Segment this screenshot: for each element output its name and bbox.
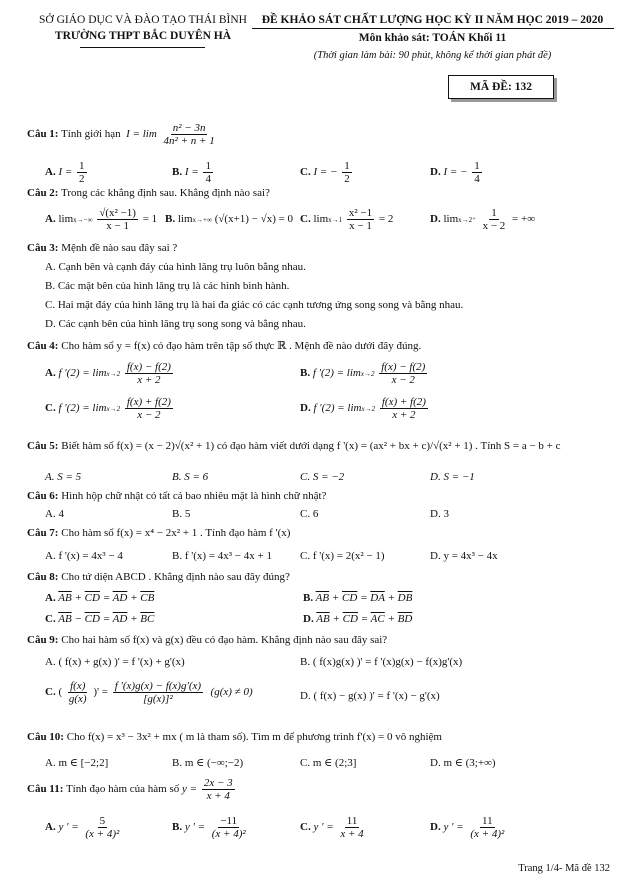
option-a[interactable]: A. $\overline{AB} + \overline{CD} = \overline{AD} + \overline{CB}$: [45, 592, 155, 604]
question-text: Mệnh đề nào sau đây sai ?: [61, 242, 178, 254]
option-c[interactable]: C. limx→1 $\frac{\text{x² −1}}{x - 1}$ = 2: [300, 207, 394, 232]
exam-title-underline: [252, 28, 614, 29]
option-d[interactable]: D. S = −1: [430, 471, 475, 483]
option-c[interactable]: C. Hai mặt đáy của hình lăng trụ là hai đa giác có các cạnh tương ứng song song và bằng nhau.: [45, 299, 464, 311]
option-d[interactable]: D. y = 4x³ − 4x: [430, 550, 498, 562]
question-11: Câu 11: Tính đạo hàm của hàm số y = $\frac{2x - 3}{x + 4}$: [27, 777, 233, 802]
question-label: Câu 1:: [27, 128, 59, 141]
option-letter: C.: [300, 166, 311, 179]
option-letter: A.: [45, 166, 56, 179]
option-b[interactable]: B. Các mặt bên của hình lăng trụ là các hình bình hành.: [45, 280, 290, 292]
question-label: Câu 3:: [27, 242, 59, 254]
question-label: Câu 4:: [27, 340, 59, 352]
option-c[interactable]: C. 6: [300, 508, 319, 520]
question-text: Cho hàm số f(x) = x⁴ − 2x² + 1 . Tính đạo hàm f '(x): [61, 527, 291, 539]
option-b[interactable]: B. 5: [172, 508, 191, 520]
option-b[interactable]: B. I = $\frac{1}{4}$: [172, 160, 211, 185]
option-b[interactable]: B. y ' = $\frac{-11}{\text{(x + 4)²}}$: [172, 815, 246, 840]
option-a[interactable]: A. 4: [45, 508, 64, 520]
option-b[interactable]: B. ( f(x)g(x) )' = f '(x)g(x) − f(x)g'(x): [300, 656, 463, 668]
department-name: SỞ GIÁO DỤC VÀ ĐÀO TẠO THÁI BÌNH: [39, 14, 247, 26]
option-d[interactable]: D. ( f(x) − g(x) )' = f '(x) − g'(x): [300, 690, 440, 702]
option-b[interactable]: B. S = 6: [172, 471, 209, 483]
option-a[interactable]: A. y ' = $\frac{5}{\text{(x + 4)²}}$: [45, 815, 120, 840]
option-a[interactable]: A. f '(x) = 4x³ − 4: [45, 550, 123, 562]
question-label: Câu 8:: [27, 571, 59, 583]
school-name: TRƯỜNG THPT BẮC DUYÊN HÀ: [54, 30, 232, 42]
question-3: [27, 242, 177, 254]
fraction-numerator: n² − 3n: [172, 122, 206, 134]
question-label: Câu 6:: [27, 490, 59, 502]
question-text: Cho f(x) = x³ − 3x² + mx ( m là tham số). Tìm m để phương trình f'(x) = 0 vô nghiệm: [66, 731, 442, 743]
option-letter: B.: [172, 166, 183, 179]
question-text: Trong các khẳng định sau. Khẳng định nào sai?: [61, 187, 270, 199]
time-note: (Thời gian làm bài: 90 phút, không kể thời gian phát đề): [313, 50, 552, 61]
question-text: Biết hàm số f(x) = (x − 2)√(x² + 1) có đạo hàm viết dưới dạng f '(x) = (ax² + bx + c)/√(x² + 1) . Tính S = a − b + c: [61, 440, 561, 452]
limit-fraction: [162, 122, 217, 147]
question-1: Câu 1: Tính giới hạn I = lim $\frac{\text{n² − 3n}}{\text{4n² + n + 1}}$: [27, 122, 215, 147]
exam-title: ĐỀ KHẢO SÁT CHẤT LƯỢNG HỌC KỲ II NĂM HỌC 2019 – 2020: [261, 14, 604, 26]
option-letter: D.: [430, 166, 441, 179]
option-b[interactable]: B. $\overline{AB} + \overline{CD} = \overline{DA} + \overline{DB}$: [303, 592, 413, 604]
question-text: Tính đạo hàm của hàm số: [65, 783, 180, 796]
option-a[interactable]: A. m ∈ [−2;2]: [45, 757, 109, 769]
option-d[interactable]: D. I = − $\frac{1}{4}$: [430, 160, 480, 185]
question-text: Cho hàm số y = f(x) có đạo hàm trên tập số thực ℝ . Mệnh đề nào dưới đây đúng.: [61, 340, 422, 352]
option-d[interactable]: D. f ′(2) = limx→2 $\frac{f(x) + f(2)}{x + 2}$: [300, 396, 426, 421]
fraction-denominator: 4n² + n + 1: [163, 135, 215, 147]
option-d[interactable]: D. Các cạnh bên của hình lăng trụ song song và bằng nhau.: [45, 318, 306, 330]
option-a[interactable]: A. ( f(x) + g(x) )' = f '(x) + g'(x): [45, 656, 185, 668]
option-a[interactable]: A. limx→−∞ $\frac{\text{√(x² −1)}}{x - 1}$ = 1: [45, 207, 158, 232]
option-a[interactable]: A. Cạnh bên và cạnh đáy của hình lăng trụ luôn bằng nhau.: [45, 261, 306, 273]
option-c[interactable]: C. f ′(2) = limx→2 $\frac{f(x) + f(2)}{x - 2}$: [45, 396, 171, 421]
question-text: Hình hộp chữ nhật có tất cả bao nhiêu mặt là hình chữ nhật?: [61, 490, 327, 502]
question-2: [27, 187, 270, 199]
option-b[interactable]: B. limx→+∞ (√(x+1) − √x) = 0: [165, 213, 294, 225]
option-a[interactable]: A. S = 5: [45, 471, 82, 483]
question-label: Câu 2:: [27, 187, 59, 199]
page-footer: Trang 1/4- Mã đề 132: [518, 863, 610, 874]
question-6: [27, 490, 326, 502]
option-b[interactable]: B. f '(x) = 4x³ − 4x + 1: [172, 550, 272, 562]
option-c[interactable]: C. y ' = $\frac{11}{x + 4}$: [300, 815, 364, 840]
option-d[interactable]: D. 3: [430, 508, 449, 520]
question-label: Câu 9:: [27, 634, 59, 646]
question-8: [27, 571, 290, 583]
option-a[interactable]: A. f ′(2) = limx→2 $\frac{f(x) - f(2)}{x + 2}$: [45, 361, 171, 386]
option-c[interactable]: C. m ∈ (2;3]: [300, 757, 357, 769]
question-label: Câu 11:: [27, 783, 64, 796]
option-d[interactable]: D. $\overline{AB} + \overline{CD} = \overline{AC} + \overline{BD}$: [303, 613, 413, 625]
question-10: [27, 731, 442, 743]
exam-code-box: MÃ ĐỀ: 132: [448, 75, 554, 99]
question-text: Cho tứ diện ABCD . Khẳng định nào sau đây đúng?: [61, 571, 290, 583]
question-text: Tính giới hạn: [61, 128, 121, 141]
option-d[interactable]: D. m ∈ (3;+∞): [430, 757, 496, 769]
option-d[interactable]: D. limx→2⁺ $\frac{1}{x - 2}$ = +∞: [430, 207, 536, 232]
question-label: Câu 10:: [27, 731, 64, 743]
question-label: Câu 5:: [27, 440, 59, 452]
question-text: Cho hai hàm số f(x) và g(x) đều có đạo hàm. Khẳng định nào sau đây sai?: [61, 634, 388, 646]
question-9: [27, 634, 387, 646]
option-d[interactable]: D. y ' = $\frac{11}{\text{(x + 4)²}}$: [430, 815, 505, 840]
question-4: [27, 339, 421, 352]
question-label: Câu 7:: [27, 527, 59, 539]
option-a[interactable]: A. I = $\frac{1}{2}$: [45, 160, 85, 185]
option-c[interactable]: C. ( $\frac{f(x)}{g(x)}$ )' = $\frac{f '(x)g(x) - f(x)g'(x)}{\text{[g(x)]²}}$ (g(x) ≠ 0): [45, 680, 253, 705]
subject-line: Môn khảo sát: TOÁN Khối 11: [358, 32, 507, 44]
option-c[interactable]: C. S = −2: [300, 471, 345, 483]
question-7: [27, 527, 290, 539]
option-b[interactable]: B. m ∈ (−∞;−2): [172, 757, 244, 769]
question-5: [27, 440, 561, 452]
option-c[interactable]: C. f '(x) = 2(x² − 1): [300, 550, 385, 562]
option-b[interactable]: B. f ′(2) = limx→2 $\frac{f(x) - f(2)}{x - 2}$: [300, 361, 426, 386]
header-underline-left: [80, 47, 205, 48]
option-c[interactable]: C. $\overline{AB} - \overline{CD} = \overline{AD} + \overline{BC}$: [45, 613, 155, 625]
option-c[interactable]: C. I = − $\frac{1}{2}$: [300, 160, 350, 185]
